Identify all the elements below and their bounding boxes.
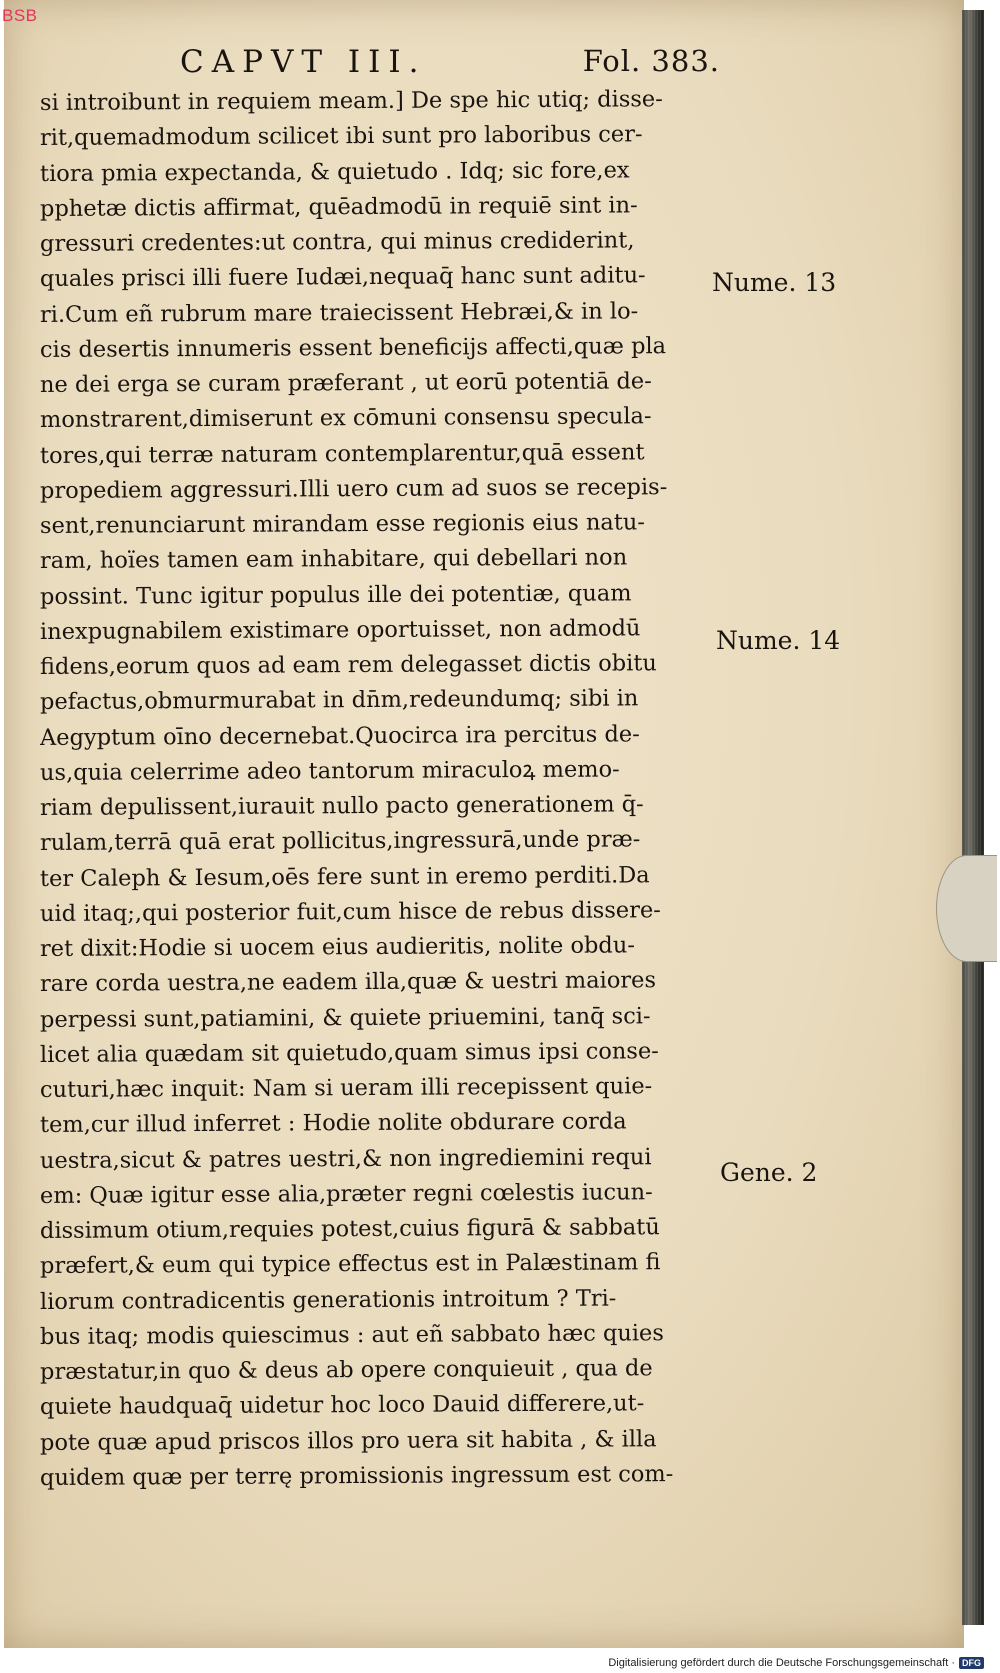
text-line: monstrarent,dimiserunt ex cōmuni consensu specula- bbox=[39, 403, 652, 434]
text-line: pphetæ dictis affirmat, quēadmodū in requiē sint in- bbox=[39, 192, 638, 222]
text-line: quiete haudquaq̄ uidetur hoc loco Dauid differere,ut- bbox=[39, 1390, 645, 1421]
body-text-block bbox=[40, 86, 756, 1496]
text-line: bus itaq; modis quiescimus : aut eñ sabbato hæc quies bbox=[39, 1319, 664, 1350]
margin-note-nume-14: Nume. 14 bbox=[716, 626, 841, 655]
text-line: pote quæ apud priscos illos pro uera sit habita , & illa bbox=[39, 1425, 657, 1456]
text-line: sent,renunciarunt mirandam esse regionis eius natu- bbox=[39, 509, 646, 539]
text-line: ri.Cum eñ rubrum mare traiecissent Hebræi,& in lo- bbox=[39, 297, 639, 328]
text-line: rit,quemadmodum scilicet ibi sunt pro laboribus cer- bbox=[39, 121, 643, 152]
text-line: uid itaq;,qui posterior fuit,cum hisce de rebus dissere- bbox=[39, 896, 661, 927]
margin-note-gene-2: Gene. 2 bbox=[720, 1158, 818, 1187]
text-line: præstatur,in quo & deus ab opere conquieuit , qua de bbox=[39, 1355, 653, 1385]
text-line: perpessi sunt,patiamini, & quiete priuemini, tanq̄ sci- bbox=[39, 1002, 651, 1033]
text-line: si introibunt in requiem meam.] De spe hic utiq; disse- bbox=[39, 86, 663, 116]
text-line: præfert,& eum qui typice effectus est in Palæstinam fi bbox=[39, 1249, 661, 1280]
page-block-edge-lines bbox=[962, 10, 984, 1625]
text-line: uestra,sicut & patres uestri,& non ingrediemini requi bbox=[39, 1143, 652, 1174]
text-line: riam depulissent,iurauit nullo pacto generationem q̄- bbox=[39, 791, 644, 821]
text-line: tiora pmia expectanda, & quietudo . Idq; sic fore,ex bbox=[39, 156, 630, 187]
dfg-logo: DFG bbox=[959, 1657, 984, 1669]
running-head bbox=[180, 44, 720, 84]
text-line: tem,cur illud inferret : Hodie nolite obdurare corda bbox=[39, 1108, 627, 1139]
thumb-tab-notch bbox=[936, 855, 997, 962]
text-line: possint. Tunc igitur populus ille dei potentiæ, quam bbox=[39, 579, 632, 610]
text-line: ter Caleph & Iesum,oēs fere sunt in eremo perditi.Da bbox=[39, 861, 650, 892]
credit-text: Digitalisierung gefördert durch die Deutsche Forschungsgemeinschaft · bbox=[608, 1657, 955, 1669]
text-line: inexpugnabilem existimare oportuisset, non admodū bbox=[39, 615, 641, 645]
text-line: dissimum otium,requies potest,cuius figurā & sabbatū bbox=[39, 1214, 660, 1244]
text-line: cuturi,hæc inquit: Nam si ueram illi recepissent quie- bbox=[39, 1073, 653, 1103]
text-line: liorum contradicentis generationis introitum ? Tri- bbox=[39, 1284, 617, 1315]
margin-note-nume-13: Nume. 13 bbox=[712, 268, 837, 297]
text-line: ne dei erga se curam præferant , ut eorū potentiā de- bbox=[39, 368, 652, 398]
text-line: cis desertis innumeris essent beneficijs affecti,quæ pla bbox=[39, 332, 667, 363]
chapter-heading: CAPVT III. bbox=[180, 44, 427, 80]
text-line: tores,qui terræ naturam contemplarentur,quā essent bbox=[39, 438, 645, 469]
digitization-credit bbox=[608, 1657, 984, 1669]
text-line: Aegyptum oīno decernebat.Quocirca ira percitus de- bbox=[39, 720, 640, 751]
folio-number: Fol. 383. bbox=[582, 44, 720, 78]
text-line: fidens,eorum quos ad eam rem delegasset dictis obitu bbox=[39, 650, 657, 680]
library-mark: BSB bbox=[2, 6, 38, 25]
text-line: us,quia celerrime adeo tantorum miraculoꝝ memo- bbox=[39, 756, 620, 786]
text-line: licet alia quædam sit quietudo,quam simus ipsi conse- bbox=[39, 1037, 659, 1068]
text-line: pefactus,obmurmurabat in dn̄m,redeundumq; sibi in bbox=[39, 685, 639, 716]
text-line: ram, hoïes tamen eam inhabitare, qui debellari non bbox=[39, 544, 628, 575]
text-line: gressuri credentes:ut contra, qui minus crediderint, bbox=[39, 227, 635, 257]
text-line: rulam,terrā quā erat pollicitus,ingressurā,unde præ- bbox=[39, 826, 641, 857]
text-line: quales prisci illi fuere Iudæi,nequaq̄ hanc sunt aditu- bbox=[39, 262, 646, 293]
text-line: em: Quæ igitur esse alia,præter regni cœlestis iucun- bbox=[39, 1179, 653, 1209]
text-line: ret dixit:Hodie si uocem eius audieritis, nolite obdu- bbox=[39, 932, 635, 962]
text-line: rare corda uestra,ne eadem illa,quæ & uestri maiores bbox=[39, 967, 657, 998]
text-line: quidem quæ per terrę promissionis ingressum est com- bbox=[39, 1460, 674, 1491]
text-line: propediem aggressuri.Illi uero cum ad suos se recepis- bbox=[39, 473, 668, 504]
